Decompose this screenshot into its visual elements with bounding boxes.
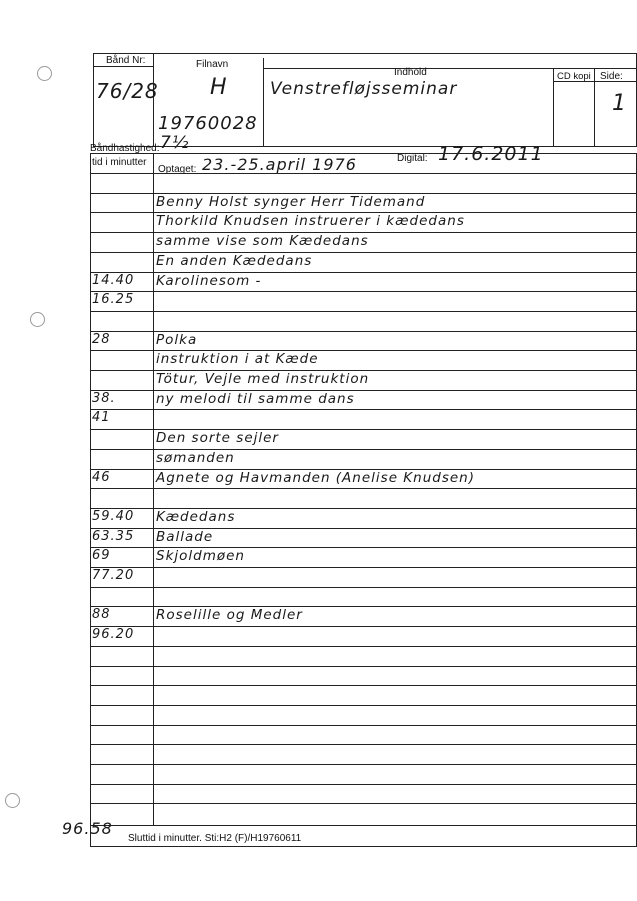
punch-hole <box>37 66 52 81</box>
row-content: Ballade <box>156 528 214 545</box>
row-rule <box>90 725 637 726</box>
row-time: 88 <box>92 607 111 623</box>
row-content: Den sorte sejler <box>156 430 279 447</box>
row-content: Thorkild Knudsen instruerer i kædedans <box>156 213 465 230</box>
row-content: En anden Kædedans <box>156 252 313 269</box>
row-rule <box>90 409 637 410</box>
row-content: samme vise som Kædedans <box>156 233 369 250</box>
row-rule <box>90 685 637 686</box>
row-rule <box>90 587 637 588</box>
bandhastighed-label: Båndhastighed: <box>90 143 160 154</box>
row-time: 16.25 <box>92 292 135 308</box>
row-rule <box>90 784 637 785</box>
row-time: 96.20 <box>92 627 135 643</box>
optaget-value: 23.-25.april 1976 <box>202 155 357 174</box>
row-rule <box>90 311 637 312</box>
row-time: 69 <box>92 548 111 564</box>
row-rule <box>90 764 637 765</box>
optaget-label: Optaget: <box>158 164 197 175</box>
row-time: 14.40 <box>92 272 135 288</box>
row-content: Skjoldmøen <box>156 548 245 565</box>
row-content: Tötur, Vejle med instruktion <box>156 371 370 387</box>
row-time: 41 <box>92 410 111 426</box>
row-content: Agnete og Havmanden (Anelise Knudsen) <box>156 469 475 486</box>
row-content: Kædedans <box>156 508 236 525</box>
digital-value: 17.6.2011 <box>438 143 544 165</box>
row-rule <box>90 705 637 706</box>
filnavn-value-2: 19760028 <box>158 113 258 134</box>
row-content: Polka <box>156 331 198 348</box>
row-rule <box>90 646 637 647</box>
row-rule <box>90 666 637 667</box>
row-rule <box>90 626 637 627</box>
row-time: 38. <box>92 390 116 406</box>
row-rule <box>90 291 637 292</box>
row-rule <box>90 567 637 568</box>
row-time: 63.35 <box>92 528 135 544</box>
indhold-value: Venstrefløjsseminar <box>270 79 458 99</box>
row-time: 28 <box>92 331 111 347</box>
filnavn-value-1: H <box>210 75 228 100</box>
punch-hole <box>30 312 45 327</box>
row-time: 59.40 <box>92 508 135 524</box>
side-value: 1 <box>612 91 627 116</box>
row-rule <box>90 744 637 745</box>
band-nr-value: 76/28 <box>96 79 159 103</box>
row-content: Roselille og Medler <box>156 607 303 624</box>
filnavn-label: Filnavn <box>196 59 229 70</box>
digital-label: Digital: <box>397 153 428 164</box>
footer-time-value: 96.58 <box>62 819 113 838</box>
row-content: instruktion i at Kæde <box>156 351 319 368</box>
tid-label: tid i minutter <box>92 157 147 168</box>
row-rule <box>90 803 637 804</box>
row-content: sømanden <box>156 449 235 466</box>
row-rule <box>90 488 637 489</box>
sluttid-label: Sluttid i minutter. Sti:H2 (F)/H19760611 <box>128 833 302 844</box>
row-time: 46 <box>92 469 111 485</box>
cd-kopi-label: CD kopi <box>557 71 591 82</box>
row-content: Karolinesom - <box>156 272 262 289</box>
indhold-label: Indhold <box>394 67 427 78</box>
tape-log-form <box>62 53 637 847</box>
bandhastighed-value: 7½ <box>160 133 190 153</box>
row-content: ny melodi til samme dans <box>156 390 355 407</box>
punch-hole <box>5 793 20 808</box>
row-time: 77.20 <box>92 568 135 583</box>
side-label: Side: <box>600 71 623 82</box>
band-nr-label: Bånd Nr: <box>106 55 146 66</box>
row-content: Benny Holst synger Herr Tidemand <box>156 193 426 210</box>
